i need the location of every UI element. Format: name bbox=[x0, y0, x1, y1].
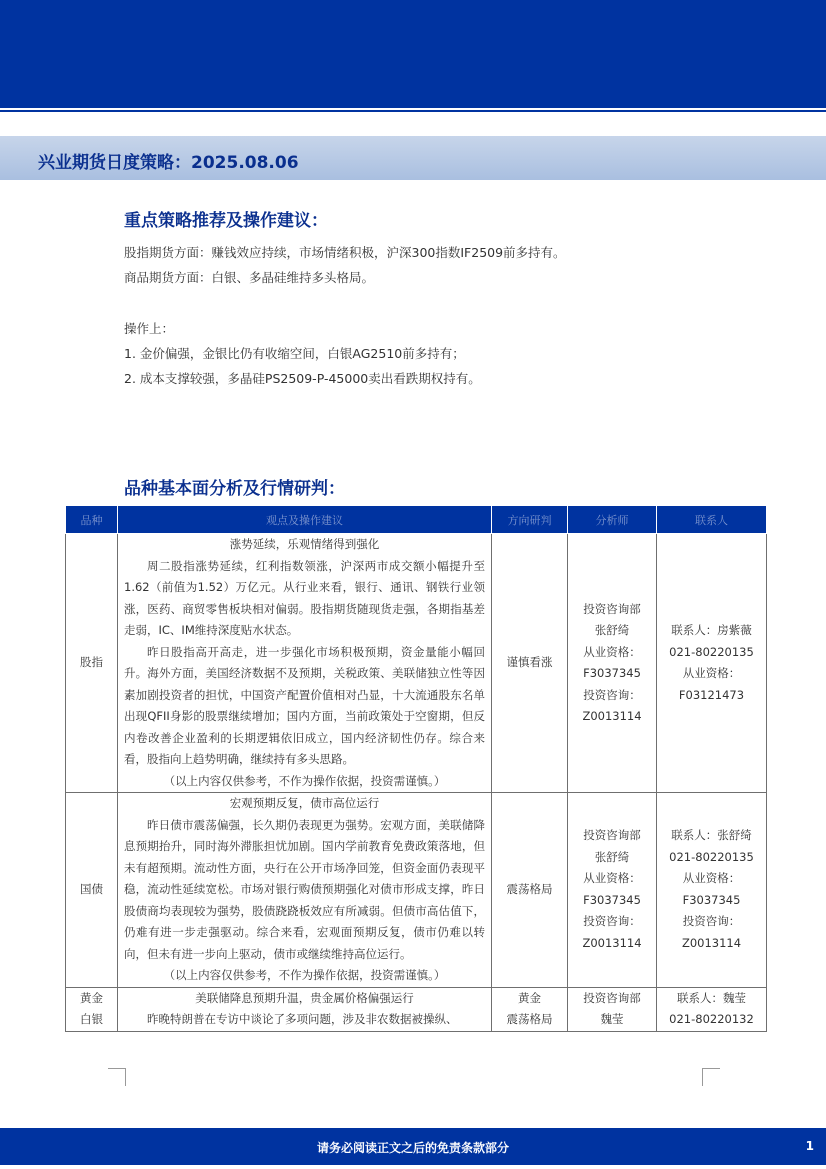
strategy-line-commodity: 商品期货方面：白银、多晶硅维持多头格局。 bbox=[124, 270, 375, 285]
column-header: 观点及操作建议 bbox=[118, 506, 492, 534]
header-band bbox=[0, 0, 826, 108]
strategy-line-index: 股指期货方面：赚钱效应持续，市场情绪积极，沪深300指数IF2509前多持有。 bbox=[124, 245, 566, 260]
analyst-line: 投资咨询部 bbox=[583, 990, 641, 1005]
column-header: 品种 bbox=[66, 506, 118, 534]
analyst-line: 从业资格： bbox=[583, 871, 641, 886]
page-number: 1 bbox=[805, 1139, 814, 1153]
analyst-line: F3037345 bbox=[583, 666, 641, 680]
contact-line: F03121473 bbox=[678, 687, 745, 702]
direction-cell: 震荡格局 bbox=[492, 793, 568, 988]
report-title: 兴业期货日度策略：2025.08.06 bbox=[38, 153, 299, 173]
contact-cell bbox=[657, 793, 767, 988]
analyst-line: F3037345 bbox=[583, 892, 641, 907]
table-header-row bbox=[66, 506, 767, 534]
analysis-title: 宏观预期反复，债市高位运行 bbox=[229, 796, 380, 810]
analysis-cell bbox=[118, 793, 492, 988]
analyst-line: Z0013114 bbox=[582, 709, 642, 723]
analyst-cell bbox=[568, 793, 657, 988]
contact-line: 从业资格： bbox=[682, 666, 741, 680]
table-row bbox=[66, 534, 767, 793]
contact-line: 投资咨询： bbox=[682, 914, 741, 929]
contact-cell bbox=[657, 987, 767, 1031]
analyst-cell bbox=[568, 534, 657, 793]
contact-line: 021-80220132 bbox=[669, 1012, 754, 1026]
variety-line: 白银 bbox=[80, 1012, 103, 1026]
ops-item-1: 1. 金价偏强，金银比仍有收缩空间，白银AG2510前多持有； bbox=[124, 346, 465, 361]
title-band bbox=[0, 136, 826, 180]
analysis-cell bbox=[118, 534, 492, 793]
table-row bbox=[66, 793, 767, 988]
header-rule bbox=[0, 110, 826, 112]
analysis-paragraph: 昨日股指高开高走，进一步强化市场积极预期，资金量能小幅回升。海外方面，美国经济数据不及预期，关税政策、美联储独立性等因素加剧投资者的担忧，中国资产配置价值相对凸显，十大流通股东名单出现QFII身影的股票继续增加；国内方面，当前政策处于空窗期，但反内卷改善企业盈利的长期逻辑依旧成立，国内经济韧性仍存。综合来看，股指向上趋势明确，继续持有多头思路。 bbox=[124, 644, 485, 766]
analyst-line: 投资咨询部 bbox=[583, 601, 641, 616]
contact-line: 联系人：房紫薇 bbox=[671, 623, 752, 637]
contact-line: Z0013114 bbox=[681, 935, 742, 950]
direction-cell bbox=[492, 987, 568, 1031]
table-row bbox=[66, 987, 767, 1031]
ops-item-2: 2. 成本支撑较强，多晶硅PS2509-P-45000卖出看跌期权持有。 bbox=[124, 371, 481, 386]
footer-disclaimer: 请务必阅读正文之后的免责条款部分 bbox=[316, 1141, 509, 1155]
variety-cell bbox=[66, 987, 118, 1031]
analysis-title: 美联储降息预期升温，贵金属价格偏强运行 bbox=[195, 990, 414, 1005]
column-header: 联系人 bbox=[657, 506, 767, 534]
analyst-line: 张舒绮 bbox=[594, 623, 630, 637]
analysis-heading: 品种基本面分析及行情研判： bbox=[124, 479, 345, 499]
contact-line: 从业资格： bbox=[682, 871, 741, 886]
crop-mark bbox=[108, 1068, 126, 1086]
analysis-paragraph: 周二股指涨势延续，红利指数领涨，沪深两市成交额小幅提升至1.62（前值为1.52）万亿元。从行业来看，银行、通讯、钢铁行业领涨，医药、商贸零售板块相对偏弱。股指期货随现货走强，各期指基差走弱，IC、IM维持深度贴水状态。 bbox=[124, 558, 485, 637]
contact-line: 021-80220135 bbox=[669, 644, 754, 659]
direction-line: 黄金 bbox=[518, 990, 541, 1005]
contact-line: 021-80220135 bbox=[669, 849, 754, 864]
analyst-line: 从业资格： bbox=[583, 644, 641, 659]
analyst-line: Z0013114 bbox=[582, 935, 642, 950]
crop-mark bbox=[702, 1068, 720, 1086]
variety-cell: 国债 bbox=[66, 793, 118, 988]
ops-label: 操作上： bbox=[124, 321, 175, 336]
contact-line: 联系人：张舒绮 bbox=[671, 828, 752, 843]
analysis-table bbox=[65, 505, 767, 1032]
analysis-note: （以上内容仅供参考，不作为操作依据，投资需谨慎。） bbox=[163, 968, 446, 982]
analysis-cell bbox=[118, 987, 492, 1031]
variety-cell: 股指 bbox=[66, 534, 118, 793]
analysis-note: （以上内容仅供参考，不作为操作依据，投资需谨慎。） bbox=[163, 773, 446, 788]
direction-line: 震荡格局 bbox=[506, 1012, 553, 1026]
strategy-heading: 重点策略推荐及操作建议： bbox=[124, 211, 328, 231]
contact-line: 联系人：魏莹 bbox=[677, 990, 746, 1005]
analyst-line: 投资咨询部 bbox=[583, 828, 641, 843]
analysis-paragraph: 昨日债市震荡偏强，长久期仍表现更为强势。宏观方面，美联储降息预期抬升，同时海外滞胀担忧加剧。国内学前教育免费政策落地，但未有超预期。流动性方面，央行在公开市场净回笼，但资金面仍表现平稳，流动性延续宽松。市场对银行购债预期强化对债市形成支撑，昨日股债商均表现较为强势，股债跷跷板效应有所减弱。但债市高估值下，仍难有进一步走强驱动。综合来看，宏观面预期反复，债市仍难以转向，但未有进一步向上驱动，债市或继续维持高位运行。 bbox=[124, 817, 485, 961]
analyst-line: 投资咨询： bbox=[583, 914, 641, 929]
variety-line: 黄金 bbox=[80, 990, 103, 1005]
analysis-paragraph: 昨晚特朗普在专访中谈论了多项问题，涉及非农数据被操纵、 bbox=[147, 1012, 458, 1026]
column-header: 分析师 bbox=[568, 506, 657, 534]
analysis-title: 涨势延续，乐观情绪得到强化 bbox=[229, 537, 380, 551]
footer-band bbox=[0, 1128, 826, 1165]
analyst-cell bbox=[568, 987, 657, 1031]
contact-cell bbox=[657, 534, 767, 793]
analyst-line: 张舒绮 bbox=[594, 849, 630, 864]
analyst-line: 投资咨询： bbox=[583, 687, 641, 702]
column-header: 方向研判 bbox=[492, 506, 568, 534]
analyst-line: 魏莹 bbox=[600, 1012, 624, 1026]
contact-line: F3037345 bbox=[682, 892, 741, 907]
direction-cell: 谨慎看涨 bbox=[492, 534, 568, 793]
